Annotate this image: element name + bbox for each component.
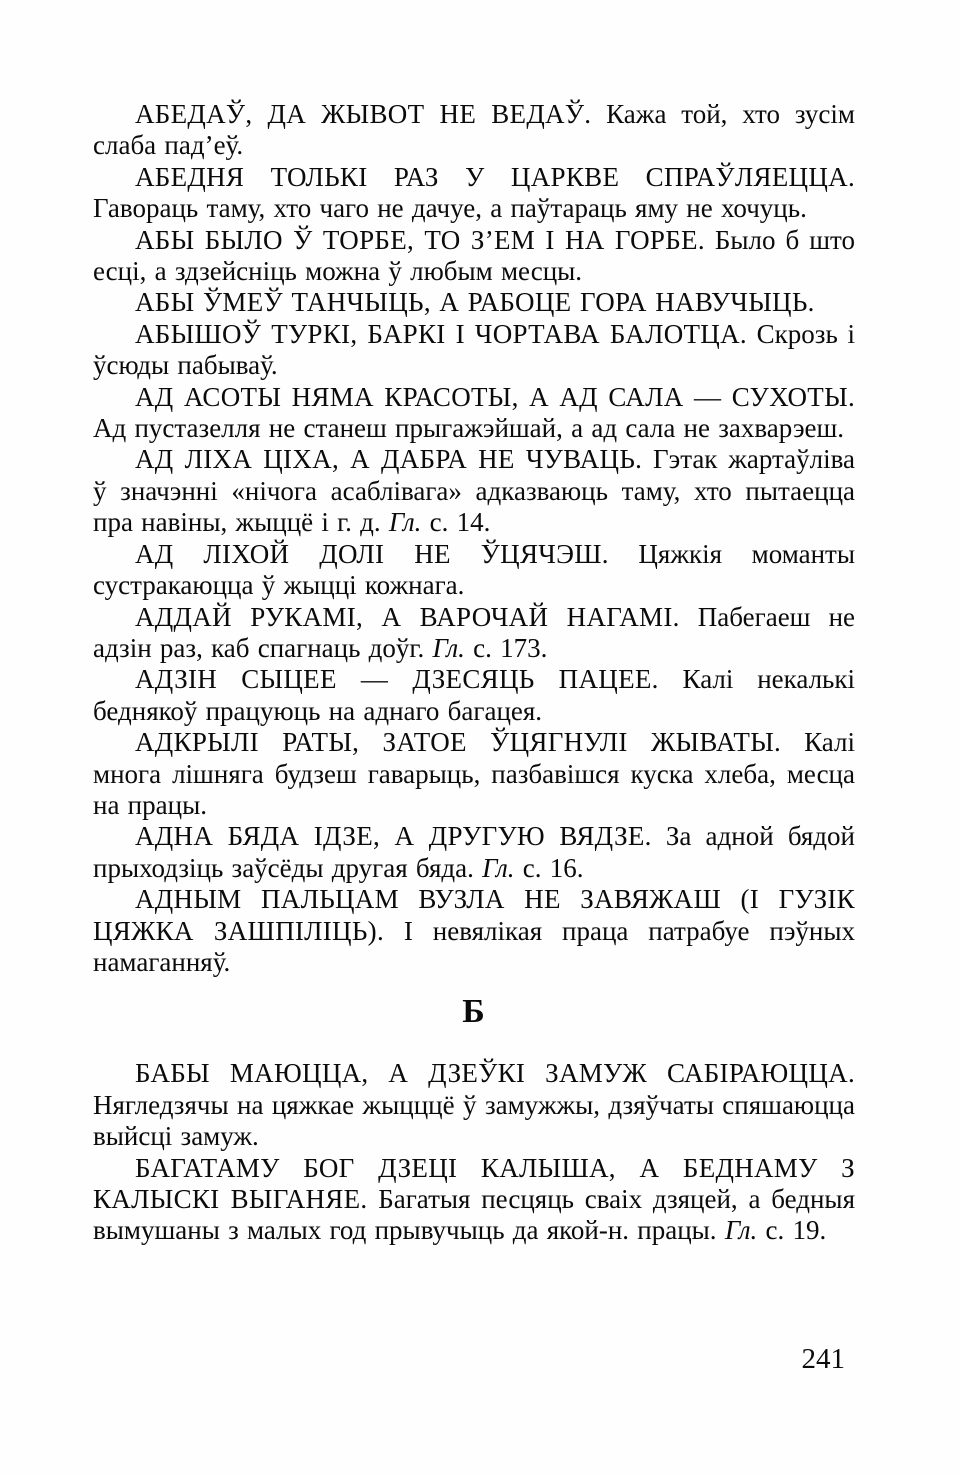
entry-headword: АБЫ БЫЛО Ў ТОРБЕ, ТО З’ЕМ І НА ГОРБЕ. [135, 224, 705, 255]
entry-definition: І невялікая праца патрабуе пэўных намаганняў. [93, 915, 856, 977]
dictionary-entry [93, 884, 855, 978]
section-letter-heading: Б [462, 993, 486, 1031]
dictionary-entry [93, 225, 855, 288]
dictionary-entry [93, 382, 855, 445]
cross-reference-page: с. 14. [429, 507, 491, 538]
entry-headword: АБЕДАЎ, ДА ЖЫВОТ НЕ ВЕДАЎ. [135, 99, 592, 129]
dictionary-entry [93, 319, 855, 382]
cross-reference-page: с. 173. [473, 632, 548, 663]
dictionary-entry [93, 99, 855, 162]
entry-definition: Кажа той, хто зусім слаба пад’еў. [93, 99, 855, 161]
entry-headword: АБЫШОЎ ТУРКІ, БАРКІ І ЧОРТАВА БАЛОТЦА. [135, 318, 747, 349]
entry-definition: Багатыя песцяць сваіх дзяцей, а бедныя вымушаны з малых год прывучыць да якой-н. працы. [93, 1184, 855, 1246]
dictionary-entry [93, 444, 855, 538]
dictionary-entry [93, 821, 855, 884]
entry-headword: АДНА БЯДА ІДЗЕ, А ДРУГУЮ ВЯДЗЕ. [135, 821, 652, 852]
entry-headword: АД ЛІХА ЦІХА, А ДАБРА НЕ ЧУВАЦЬ. [135, 444, 643, 475]
dictionary-entry [93, 727, 855, 821]
entry-headword: АД АСОТЫ НЯМА КРАСОТЫ, А АД САЛА — СУХОТЫ. [135, 381, 855, 412]
entry-headword: АД ЛІХОЙ ДОЛІ НЕ ЎЦЯЧЭШ. [135, 538, 609, 569]
entry-definition: Гэтак жартаўліва ў значэнні «нічога асаблівага» адказваюць таму, хто пытаецца пра навіны, жыццё і г. д. [93, 444, 855, 538]
entry-definition: Гавораць таму, хто чаго не дачуе, а паўтараць яму не хочуць. [93, 193, 807, 224]
cross-reference: Гл. [724, 1215, 758, 1246]
cross-reference: Гл. [432, 632, 465, 663]
dictionary-entry [93, 1153, 855, 1247]
entry-headword: БАГАТАМУ БОГ ДЗЕЦІ КАЛЫША, А БЕДНАМУ З КАЛЫСКІ ВЫГАНЯЕ. [93, 1152, 855, 1214]
page-number: 241 [801, 1343, 845, 1375]
entry-definition: За адной бядой прыходзіць заўсёды другая бяда. [93, 821, 855, 883]
entry-headword: БАБЫ МАЮЦЦА, А ДЗЕЎКІ ЗАМУЖ САБІРАЮЦЦА. [135, 1058, 855, 1089]
cross-reference: Гл. [482, 852, 515, 883]
entry-headword: АДКРЫЛІ РАТЫ, ЗАТОЕ ЎЦЯГНУЛІ ЖЫВАТЫ. [135, 727, 782, 758]
entry-headword: АДНЫМ ПАЛЬЦАМ ВУЗЛА НЕ ЗАВЯЖАШ (І ГУЗІК ЦЯЖКА ЗАШПІЛІЦЬ). [93, 884, 855, 946]
dictionary-entry [93, 539, 855, 602]
entry-definition: Было б што есці, а здзейсніць можна ў любым месцы. [93, 224, 856, 287]
entry-headword: АДДАЙ РУКАМІ, А ВАРОЧАЙ НАГАМІ. [135, 601, 680, 632]
entry-headword: АБЫ ЎМЕЎ ТАНЧЫЦЬ, А РАБОЦЕ ГОРА НАВУЧЫЦЬ. [135, 287, 815, 318]
text-block [93, 99, 855, 1247]
entry-headword: АДЗІН СЫЦЕЕ — ДЗЕСЯЦЬ ПАЦЕЕ. [135, 664, 659, 695]
entry-definition: Нягледзячы на цяжкае жыцццё ў замужжы, дзяўчаты спяшаюцца выйсці замуж. [93, 1089, 855, 1152]
entry-definition: Пабегаеш не адзін раз, каб спагнаць доўг. [93, 601, 856, 663]
entry-headword: АБЕДНЯ ТОЛЬКІ РАЗ У ЦАРКВЕ СПРАЎЛЯЕЦЦА. [135, 161, 855, 192]
entry-definition: Калі многа лішняга будзеш гаварыць, пазбавішся куска хлеба, месца на працы. [93, 727, 855, 820]
dictionary-entry [93, 602, 855, 665]
entry-definition: Калі некалькі беднякоў працуюць на аднаго багацея. [93, 664, 855, 726]
dictionary-entry [93, 287, 855, 318]
cross-reference-page: с. 19. [765, 1215, 827, 1246]
dictionary-entry [93, 1058, 855, 1152]
dictionary-entry [93, 664, 855, 727]
cross-reference-page: с. 16. [522, 852, 584, 883]
entry-definition: Цяжкія моманты сустракаюцца ў жыцці кожнага. [93, 538, 855, 601]
entry-definition: Ад пустазелля не станеш прыгажэйшай, а ад сала не захварэеш. [93, 413, 845, 444]
cross-reference: Гл. [388, 507, 422, 538]
entry-definition: Скрозь і ўсюды пабываў. [93, 318, 855, 381]
dictionary-entry [93, 162, 855, 225]
